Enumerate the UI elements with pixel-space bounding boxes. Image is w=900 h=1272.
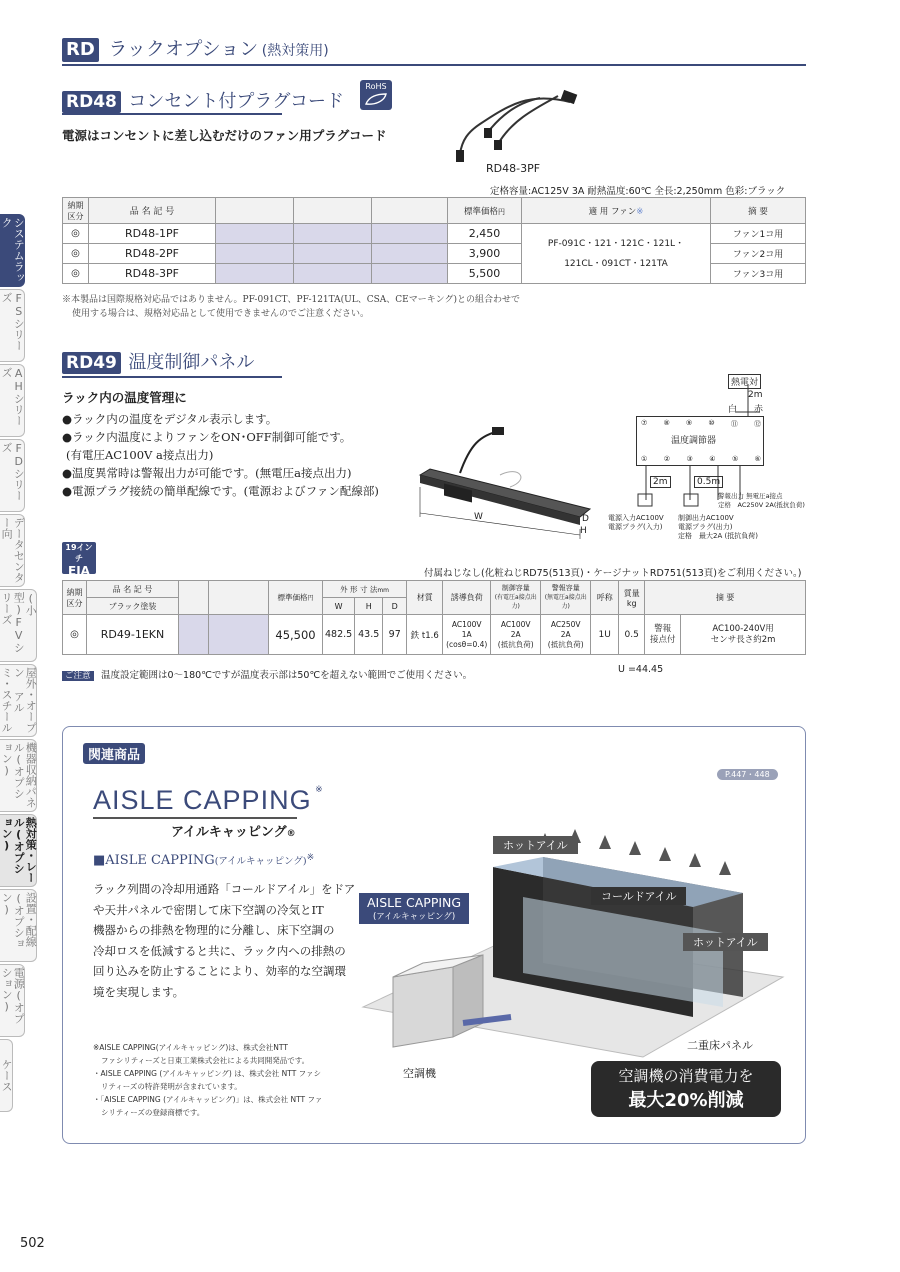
cold-aisle-label: コールドアイル	[591, 887, 686, 905]
rd48-lead: 電源はコンセントに差し込むだけのファン用プラグコード	[62, 128, 387, 143]
rd49-h-lead: 納期区分	[63, 581, 87, 615]
rd48-h-yen: 円	[498, 207, 505, 216]
table-row	[63, 224, 806, 244]
aircon-label: 空調機	[403, 1067, 436, 1080]
rd49-h-material: 材質	[407, 581, 443, 615]
related-subhead	[93, 853, 314, 868]
related-heading: 関連商品	[83, 743, 145, 764]
lead-mark: ◎	[63, 615, 87, 655]
note-line: ・「AISLE CAPPING (アイルキャッピング)」は、株式会社 NTT ファ	[93, 1095, 323, 1104]
note: AC100-240V用 センサ長さ約2m	[681, 615, 806, 655]
hot-aisle-label-2: ホットアイル	[683, 933, 768, 951]
badge-line-1: 空調機の消費電力を	[618, 1067, 754, 1085]
bullet-item: (有電圧AC100V a接点出力)	[66, 448, 214, 462]
rd49-h-load: 誘導負荷	[443, 581, 491, 615]
side-tab-0[interactable]: システムラック	[0, 214, 25, 287]
rd49-h-unit: 呼称	[591, 581, 619, 615]
rd49-h-code: 品 名 記 号	[87, 581, 179, 598]
price: 2,450	[448, 224, 522, 244]
related-body	[93, 879, 355, 1002]
controller-label: 温度調節器	[671, 436, 717, 446]
page-number: 502	[20, 1236, 45, 1251]
red-wire-label: 赤	[754, 405, 764, 415]
product-code: RD48-3PF	[89, 264, 216, 284]
rd49-h-d: D	[383, 598, 407, 615]
plug-out-label: 制御出力AC100V 電源プラグ(出力) 定格 最大2A (抵抗負荷)	[678, 514, 758, 540]
rd48-h-fan: 適 用 ファン	[588, 206, 637, 217]
eia-bottom: EIA	[68, 564, 90, 578]
load: AC100V 1A (cosθ=0.4)	[443, 615, 491, 655]
side-tab-4[interactable]: データセンター向	[0, 514, 25, 587]
terminal-number: ③	[686, 455, 693, 463]
rd48-image-caption: RD48-3PF	[486, 162, 541, 175]
white-wire-label: 白	[728, 405, 738, 415]
rd49-bullets	[62, 410, 379, 500]
logo-reg: ®	[286, 829, 296, 839]
lead-mark: ◎	[63, 244, 89, 264]
lead-mark: ◎	[63, 264, 89, 284]
bullet-item: ●ラック内温度によりファンをON･OFF制御可能です。	[62, 430, 352, 444]
fan-line-2: 121CL・091CT・121TA	[564, 258, 668, 269]
ctrl: AC100V 2A (抵抗負荷)	[491, 615, 541, 655]
note: ファン1コ用	[711, 224, 806, 244]
ac-name: AISLE CAPPING	[367, 895, 462, 910]
logo-kana: アイルキャッピング	[171, 825, 287, 840]
terminal-number: ⑪	[730, 420, 738, 428]
rd49-tag: RD49	[62, 352, 121, 374]
bullet-item: ●電源プラグ接続の簡単配線です。(電源およびファン配線部)	[62, 484, 379, 498]
terminal-number: ②	[663, 455, 671, 463]
side-tab-3[interactable]: FDシリーズ	[0, 439, 25, 512]
bullet-item: ●温度異常時は警報出力が可能です。(無電圧a接点出力)	[62, 466, 352, 480]
rd49-h-note: 摘 要	[645, 581, 806, 615]
length-b: 0.5m	[694, 476, 723, 488]
length-a: 2m	[650, 476, 671, 488]
unit: 1U	[591, 615, 619, 655]
side-tab-7[interactable]: 機器収納パネル(オプション)	[0, 739, 37, 812]
body-line: ラック列間の冷却用通路「コールドアイル」をドア	[93, 882, 356, 896]
rd49-h-kg: kg	[626, 598, 637, 608]
rd49-lead: ラック内の温度管理に	[62, 390, 187, 405]
logo-mark: ※	[315, 785, 323, 795]
rd48-h-note: 摘 要	[711, 198, 806, 224]
body-line: や天井パネルで密閉して床下空調の冷気とIT	[93, 902, 324, 917]
side-tab-1[interactable]: FSシリーズ	[0, 289, 25, 362]
alarm-label: 警報出力 無電圧a接点 定格 AC250V 2A(抵抗負荷)	[718, 492, 805, 509]
rd48-h-price: 標準価格	[463, 206, 498, 217]
lead-mark: ◎	[63, 224, 89, 244]
section-subtitle: (熱対策用)	[261, 43, 329, 59]
product-code: RD49-1EKN	[87, 615, 179, 655]
side-tab-10[interactable]: 電源(オプション)	[0, 964, 25, 1037]
caution-tag: ご注意	[62, 671, 94, 681]
rd48-title: コンセント付プラグコード	[128, 91, 344, 112]
dim-w: 482.5	[323, 615, 355, 655]
logo-text: AISLE CAPPING	[93, 785, 312, 815]
plug-in-label: 電源入力AC100V 電源プラグ(入力)	[608, 514, 664, 531]
section-title: ラックオプション	[108, 38, 259, 60]
rd48-footnote-2: 使用する場合は、規格対応品として使用できませんのでご注意ください。	[72, 309, 370, 319]
hot-aisle-label-1: ホットアイル	[493, 836, 578, 854]
u-note: U =44.45	[618, 664, 664, 675]
rd49-h-w: W	[323, 598, 355, 615]
price: 45,500	[269, 615, 323, 655]
screw-note: 付属ねじなし(化粧ねじRD75(513頁)・ケージナットRD751(513頁)をご利用ください。)	[424, 568, 802, 579]
mass: 0.5	[619, 615, 645, 655]
rd48-spec-line: 定格容量:AC125V 3A 耐熱温度:60℃ 全長:2,250mm 色彩:ブラック	[490, 186, 786, 197]
body-line: 冷却ロスを低減すると共に、ラック内への排熱の	[93, 943, 346, 958]
related-box	[62, 726, 806, 1144]
rd48-table	[62, 197, 806, 284]
section-header	[62, 34, 806, 66]
floor-label: 二重床パネル	[687, 1039, 753, 1052]
note: ファン3コ用	[711, 264, 806, 284]
side-tab-5[interactable]: (小型)FVシリーズ	[0, 589, 37, 662]
rd49-title: 温度制御パネル	[128, 352, 255, 373]
terminal-number: ⑦	[641, 419, 648, 427]
related-notes	[93, 1041, 322, 1119]
side-tab-8[interactable]: 熱対策・レール(オプション)	[0, 814, 37, 887]
terminal-number: ①	[641, 455, 648, 463]
side-tab-9[interactable]: 設置・配線(オプション)	[0, 889, 37, 962]
price: 5,500	[448, 264, 522, 284]
body-line: 境を実現します。	[93, 984, 185, 999]
rd49-heading	[62, 348, 254, 374]
rd48-h-lead: 納期区分	[63, 198, 89, 224]
note-line: ※AISLE CAPPING(アイルキャッピング)は、株式会社NTT	[93, 1043, 288, 1052]
body-line: 機器からの排熱を物理的に分離し、床下空調の	[93, 923, 335, 937]
eia-badge	[62, 542, 96, 578]
badge-line-2: 最大20%削減	[628, 1090, 744, 1111]
rd48-tag: RD48	[62, 91, 121, 113]
fan-line-1: PF-091C・121・121C・121L・	[547, 238, 685, 249]
rd48-h-fan-mark: ※	[636, 206, 644, 217]
subhead-mark: ※	[306, 853, 315, 863]
caution-text: 温度設定範囲は0〜180℃ですが温度表示部は50℃を超えない範囲でご使用ください。	[101, 670, 473, 681]
bullet-item: ●ラック内の温度をデジタル表示します。	[62, 412, 278, 426]
caution-row	[62, 667, 472, 681]
logo-rule	[93, 817, 297, 819]
rd49-h-yen: 円	[307, 595, 314, 602]
rd49-h-dims: 外 形 寸 法	[340, 584, 378, 594]
dim-h: 43.5	[355, 615, 383, 655]
plug-cord-image	[440, 84, 590, 164]
rd49-h-ctrl-sub: (有電圧a接点出力)	[494, 594, 537, 610]
material: 鉄 t1.6	[407, 615, 443, 655]
header-rule	[62, 64, 806, 66]
savings-badge	[591, 1061, 781, 1117]
rd49-h-h: H	[355, 598, 383, 615]
side-tab-list	[0, 214, 46, 1114]
rd49-h-color: ブラック塗装	[87, 598, 179, 615]
sensor-length: 2m	[748, 390, 763, 400]
note: ファン2コ用	[711, 244, 806, 264]
side-tab-2[interactable]: AHシリーズ	[0, 364, 25, 437]
leaf-icon	[364, 92, 388, 106]
note-line: シリティーズの登録商標です。	[101, 1108, 205, 1117]
rd48-heading	[62, 87, 344, 113]
rd49-h-alarm: 警報容量	[551, 584, 580, 592]
product-code: RD48-1PF	[89, 224, 216, 244]
eia-top: 19インチ	[65, 543, 93, 563]
aisle-capping-label	[359, 893, 469, 924]
rd49-h-alarm-sub: (無電圧a接点出力)	[544, 594, 587, 610]
alarm: AC250V 2A (抵抗負荷)	[541, 615, 591, 655]
wiring-diagram	[598, 372, 808, 552]
terminal-number: ④	[709, 455, 716, 463]
body-line: 回り込みを防止することにより、効率的な空調環	[93, 964, 346, 978]
terminal-number: ⑤	[731, 455, 739, 463]
note-line: ・AISLE CAPPING (アイルキャッピング) は、株式会社 NTT ファシ	[93, 1069, 322, 1078]
dim-h-label: H	[580, 526, 587, 536]
subhead-kana: (アイルキャッピング)	[214, 856, 307, 867]
alarm-contact: 警報 接点付	[645, 615, 681, 655]
rd48-footnote-1: ※本製品は国際規格対応品ではありません。PF-091CT、PF-121TA(UL、CSA、CEマーキング)との組合わせで	[62, 295, 520, 305]
rd48-h-code: 品 名 記 号	[89, 198, 216, 224]
table-row	[63, 615, 806, 655]
side-tab-11[interactable]: ケース	[0, 1039, 13, 1112]
rd49-h-ctrl: 制御容量	[501, 584, 530, 592]
rohs-badge	[360, 80, 392, 110]
rd49-h-mm: mm	[377, 586, 390, 594]
ac-kana: (アイルキャッピング)	[372, 912, 456, 922]
rd48-rule	[62, 113, 282, 115]
rd49-rule	[62, 376, 282, 378]
rd49-h-mass: 質量	[623, 588, 640, 598]
subhead-text: ■AISLE CAPPING	[93, 853, 215, 868]
rd49-h-price: 標準価格	[277, 593, 308, 602]
section-tag: RD	[62, 38, 99, 62]
product-code: RD48-2PF	[89, 244, 216, 264]
terminal-number: ⑫	[753, 420, 761, 428]
terminal-number: ⑨	[685, 419, 693, 427]
sensor-label: 熱電対	[728, 374, 761, 389]
logo-kana-row	[171, 821, 296, 840]
dim-d-label: D	[582, 514, 589, 524]
terminal-number: ⑧	[663, 419, 670, 427]
side-tab-6[interactable]: 屋外・オープン アルミ・スチール	[0, 664, 37, 737]
rd49-table	[62, 580, 806, 655]
price: 3,900	[448, 244, 522, 264]
rohs-label: RoHS	[365, 82, 387, 91]
related-page-ref: P.447・448	[717, 769, 778, 780]
terminal-number: ⑩	[708, 419, 715, 427]
terminal-number: ⑥	[754, 455, 761, 463]
dim-w-label: W	[474, 512, 483, 522]
aisle-logo	[93, 785, 323, 816]
note-line: ファシリティーズと日東工業株式会社による共同開発品です。	[101, 1056, 310, 1065]
note-line: リティーズの特許発明が含まれています。	[101, 1082, 242, 1091]
dim-d: 97	[383, 615, 407, 655]
